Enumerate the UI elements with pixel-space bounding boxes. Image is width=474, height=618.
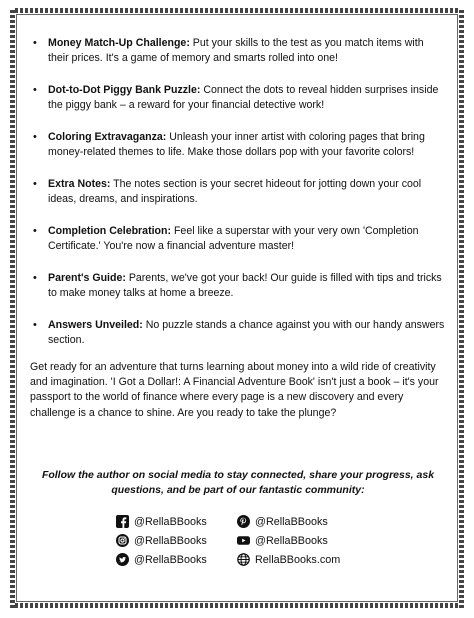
social-youtube[interactable] bbox=[237, 531, 340, 550]
social-links-left bbox=[116, 512, 207, 569]
social-links-right bbox=[237, 512, 340, 569]
twitter-icon bbox=[116, 553, 129, 566]
globe-icon bbox=[237, 553, 250, 566]
website-link: RellaBBooks.com bbox=[255, 553, 341, 566]
pinterest-handle: @RellaBBooks bbox=[255, 515, 328, 528]
youtube-icon bbox=[237, 534, 250, 547]
pinterest-icon bbox=[237, 515, 250, 528]
list-item: • Parent's Guide: Parents, we've got your back! Our guide is filled with tips and tricks to make money talks at home a breeze. bbox=[30, 271, 446, 301]
facebook-icon bbox=[116, 515, 129, 528]
list-item: • Money Match-Up Challenge: Put your skills to the test as you match items with their prices. It's a game of memory and smarts rolled into one! bbox=[30, 36, 446, 66]
twitter-handle: @RellaBBooks bbox=[134, 553, 207, 566]
list-item: • Answers Unveiled: No puzzle stands a chance against you with our handy answers section. bbox=[30, 318, 446, 348]
facebook-handle: @RellaBBooks bbox=[134, 515, 207, 528]
follow-message: Follow the author on social media to stay connected, share your progress, ask questions, and be part of our fantastic community: bbox=[41, 469, 435, 496]
list-item: • Coloring Extravaganza: Unleash your inner artist with coloring pages that bring money-related themes to life. Make those dollars pop with your favorite colors! bbox=[30, 130, 446, 160]
instagram-icon bbox=[116, 534, 129, 547]
social-facebook[interactable] bbox=[116, 512, 207, 531]
social-instagram[interactable] bbox=[116, 531, 207, 550]
instagram-handle: @RellaBBooks bbox=[134, 534, 207, 547]
social-pinterest[interactable] bbox=[237, 512, 340, 531]
list-item: • Dot-to-Dot Piggy Bank Puzzle: Connect the dots to reveal hidden surprises inside the piggy bank – a reward for your financial detective work! bbox=[30, 83, 446, 113]
list-item: • Extra Notes: The notes section is your secret hideout for jotting down your cool ideas, dreams, and inspirations. bbox=[30, 177, 446, 207]
youtube-handle: @RellaBBooks bbox=[255, 534, 328, 547]
social-twitter[interactable] bbox=[116, 550, 207, 569]
list-item: • Completion Celebration: Feel like a superstar with your very own 'Completion Certificate.' You're now a financial adventure master! bbox=[30, 224, 446, 254]
closing-paragraph: Get ready for an adventure that turns learning about money into a wild ride of creativity and imagination. 'I Got a Dollar!: A Financial Adventure Book' isn't just a book – it's your passport to the world of finance where every page is a new discovery and every challenge is a chance to shine. Are you ready to take the plunge? bbox=[30, 361, 439, 419]
main-content bbox=[30, 36, 446, 431]
feature-list bbox=[30, 36, 446, 348]
social-website[interactable] bbox=[237, 550, 340, 569]
